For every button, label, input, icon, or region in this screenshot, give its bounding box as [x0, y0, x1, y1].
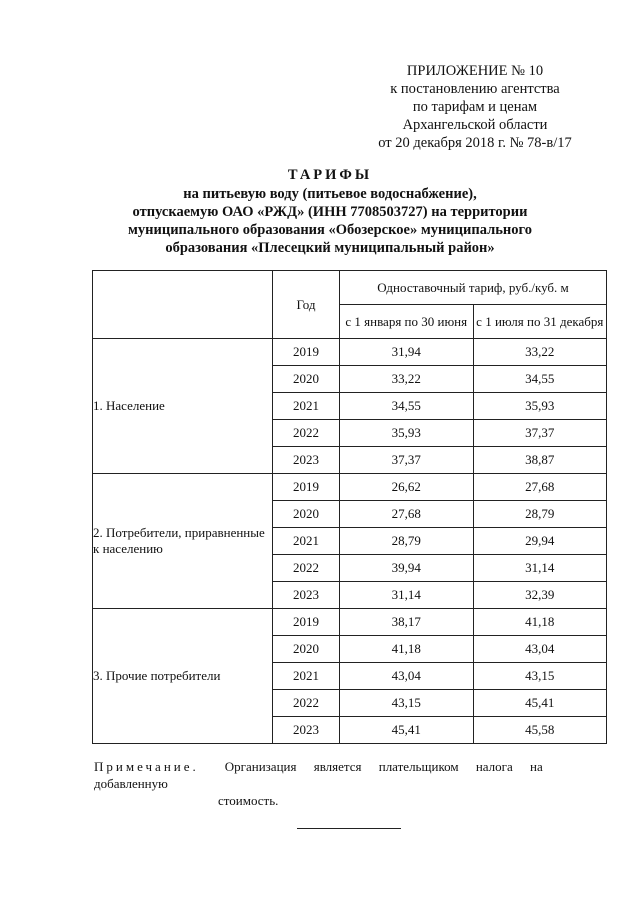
- year-cell: 2022: [273, 420, 340, 447]
- tariff-h1-cell: 26,62: [340, 474, 474, 501]
- table-row: [93, 339, 607, 366]
- tariff-h2-cell: 32,39: [473, 582, 607, 609]
- year-cell: 2020: [273, 501, 340, 528]
- year-cell: 2021: [273, 528, 340, 555]
- appendix-block: [330, 62, 620, 152]
- note-block: [94, 758, 604, 809]
- tariff-h1-cell: 43,15: [340, 690, 474, 717]
- category-cell: 1. Население: [93, 339, 273, 474]
- tariff-h2-cell: 29,94: [473, 528, 607, 555]
- category-header: [93, 271, 273, 339]
- category-cell: 2. Потребители, приравненные к населению: [93, 474, 273, 609]
- tariff-h2-cell: 27,68: [473, 474, 607, 501]
- title-line: на питьевую воду (питьевое водоснабжение),: [183, 186, 477, 202]
- tariff-h1-cell: 43,04: [340, 663, 474, 690]
- note-text: Организация является плательщиком налога на добавленную: [94, 759, 543, 791]
- tariff-h1-cell: 27,68: [340, 501, 474, 528]
- tariff-h2-cell: 43,15: [473, 663, 607, 690]
- year-cell: 2022: [273, 690, 340, 717]
- appendix-number: ПРИЛОЖЕНИЕ № 10: [406, 63, 544, 79]
- tariff-h2-cell: 31,14: [473, 555, 607, 582]
- tariff-h2-cell: 38,87: [473, 447, 607, 474]
- category-cell: 3. Прочие потребители: [93, 609, 273, 744]
- year-cell: 2021: [273, 393, 340, 420]
- appendix-date: от 20 декабря 2018 г. № 78-в/17: [378, 135, 572, 151]
- tariff-h2-cell: 45,41: [473, 690, 607, 717]
- title-line: муниципального образования «Обозерское» муниципального: [128, 222, 532, 238]
- appendix-line: к постановлению агентства: [390, 81, 560, 97]
- tariff-h1-cell: 28,79: [340, 528, 474, 555]
- tariff-h1-cell: 34,55: [340, 393, 474, 420]
- year-cell: 2023: [273, 447, 340, 474]
- year-cell: 2023: [273, 717, 340, 744]
- tariff-h2-cell: 41,18: [473, 609, 607, 636]
- table-row: [93, 474, 607, 501]
- tariff-h2-cell: 33,22: [473, 339, 607, 366]
- tariff-table-body: [93, 339, 607, 744]
- year-cell: 2019: [273, 474, 340, 501]
- tariff-h2-cell: 34,55: [473, 366, 607, 393]
- year-cell: 2023: [273, 582, 340, 609]
- tariff-h2-cell: 45,58: [473, 717, 607, 744]
- tariff-h2-cell: 35,93: [473, 393, 607, 420]
- tariff-h1-cell: 33,22: [340, 366, 474, 393]
- tariff-h1-cell: 31,14: [340, 582, 474, 609]
- note-text-continuation: стоимость.: [218, 793, 279, 808]
- year-cell: 2020: [273, 636, 340, 663]
- tariff-h2-cell: 37,37: [473, 420, 607, 447]
- period1-header: с 1 января по 30 июня: [340, 305, 474, 339]
- tariff-h1-cell: 39,94: [340, 555, 474, 582]
- tariff-h1-cell: 37,37: [340, 447, 474, 474]
- tariff-h1-cell: 45,41: [340, 717, 474, 744]
- tariff-h2-cell: 43,04: [473, 636, 607, 663]
- tariff-h1-cell: 35,93: [340, 420, 474, 447]
- table-row: [93, 609, 607, 636]
- appendix-line: Архангельской области: [402, 117, 548, 133]
- tariff-table: [92, 270, 607, 744]
- title-line: отпускаемую ОАО «РЖД» (ИНН 7708503727) на территории: [132, 204, 528, 220]
- year-cell: 2019: [273, 339, 340, 366]
- year-cell: 2022: [273, 555, 340, 582]
- note-label: Примечание.: [94, 759, 199, 774]
- period2-header: с 1 июля по 31 декабря: [473, 305, 607, 339]
- tariff-h1-cell: 38,17: [340, 609, 474, 636]
- tariff-h2-cell: 28,79: [473, 501, 607, 528]
- document-title: [60, 166, 600, 257]
- year-cell: 2021: [273, 663, 340, 690]
- year-cell: 2019: [273, 609, 340, 636]
- title-heading: ТАРИФЫ: [287, 167, 373, 183]
- tariff-h1-cell: 41,18: [340, 636, 474, 663]
- tariff-h1-cell: 31,94: [340, 339, 474, 366]
- year-header: Год: [273, 271, 340, 339]
- tariff-header: Одноставочный тариф, руб./куб. м: [340, 271, 607, 305]
- closing-line: [297, 828, 401, 829]
- appendix-line: по тарифам и ценам: [412, 99, 538, 115]
- title-line: образования «Плесецкий муниципальный район»: [165, 240, 495, 256]
- year-cell: 2020: [273, 366, 340, 393]
